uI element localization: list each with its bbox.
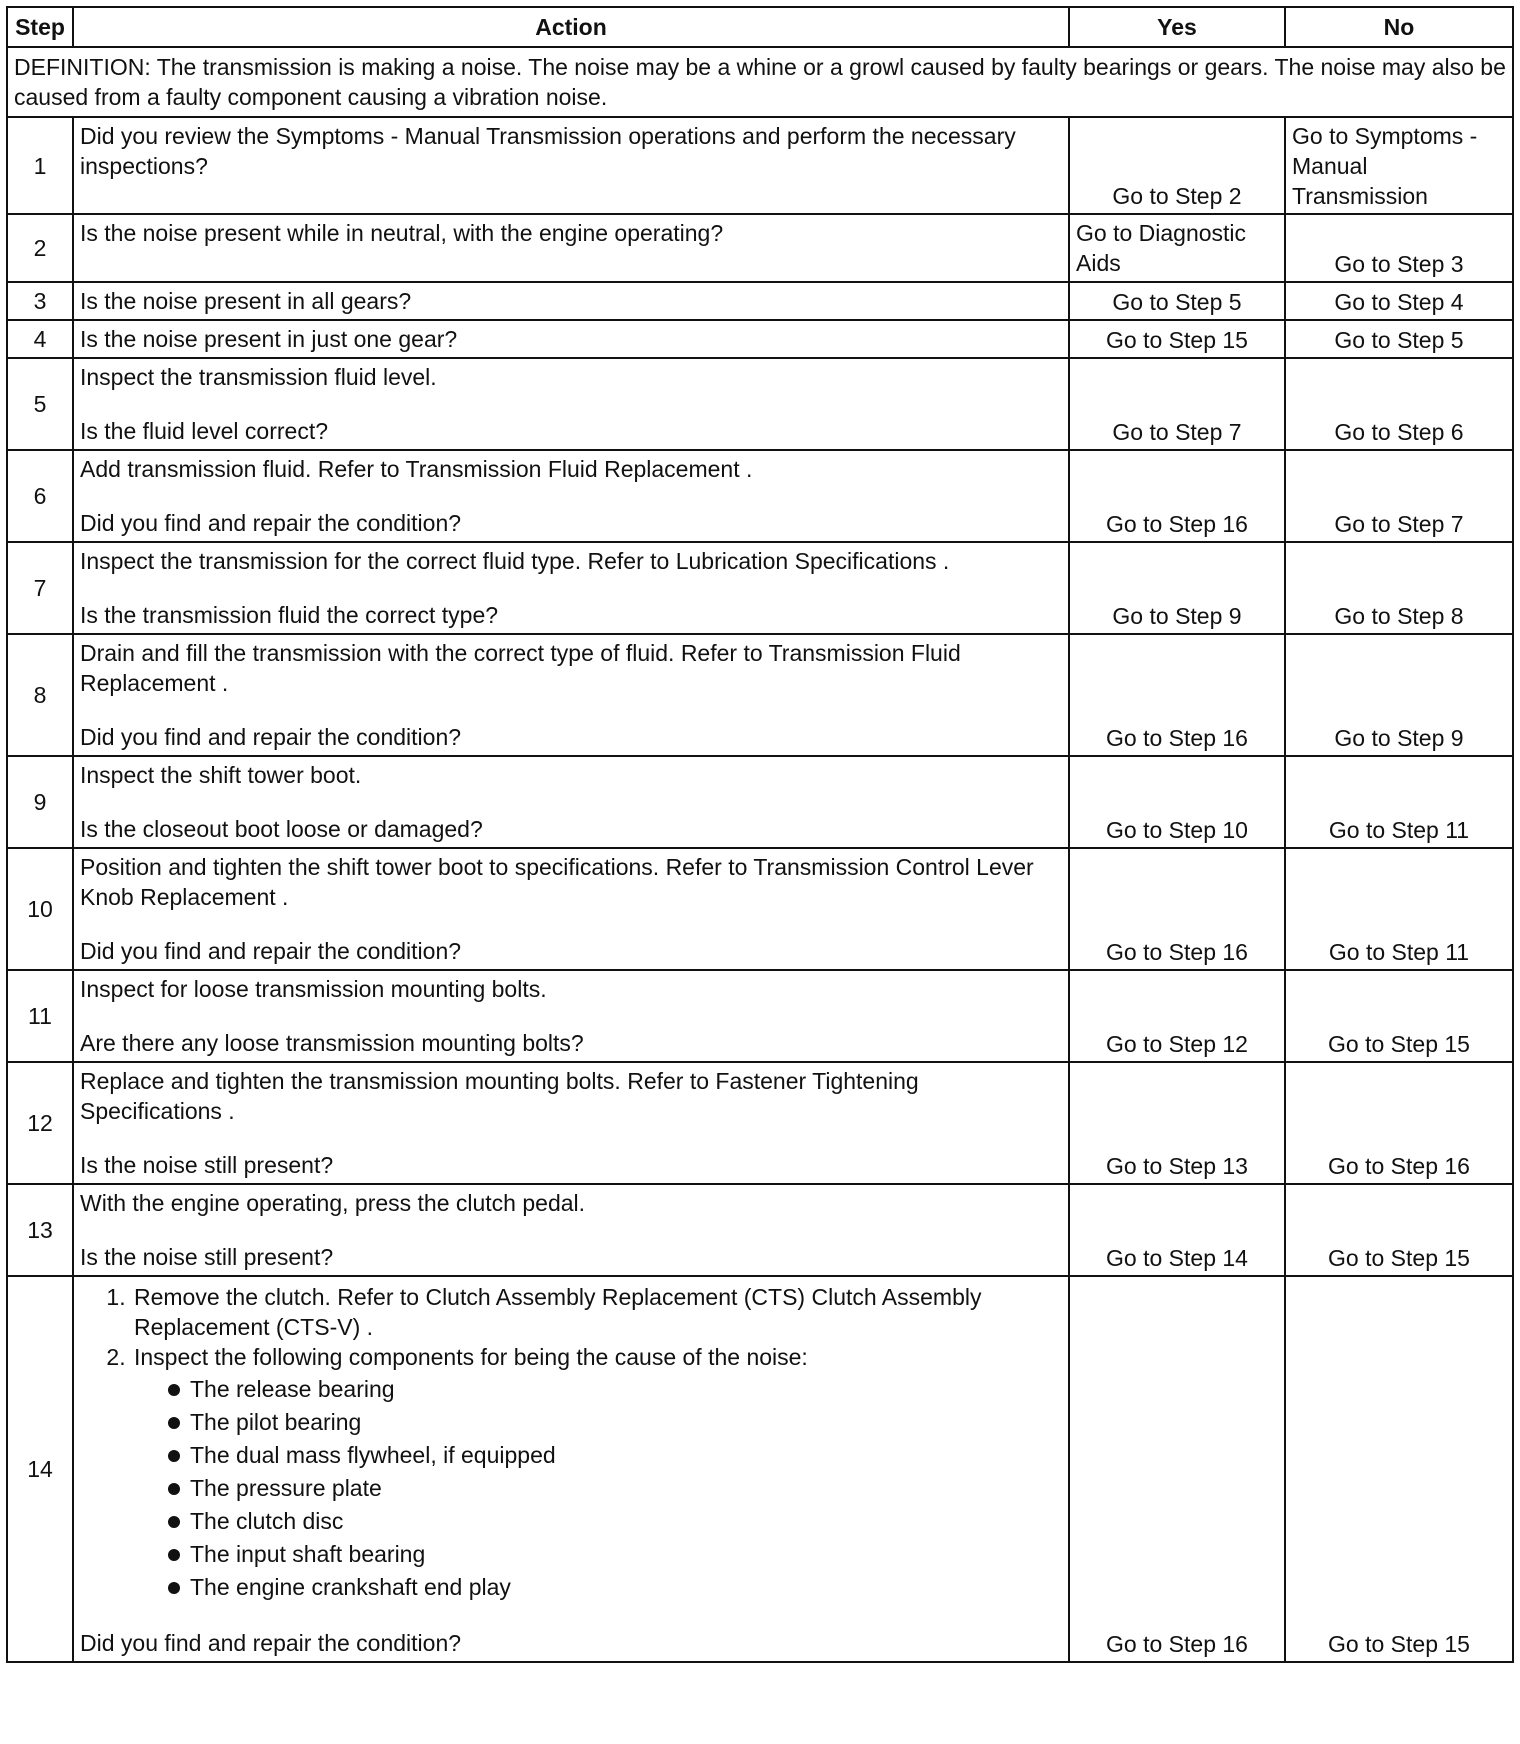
question-text: Are there any loose transmission mounting bolts?: [80, 1030, 584, 1056]
yes-cell: Go to Step 5: [1069, 282, 1285, 320]
no-cell: Go to Step 3: [1285, 214, 1513, 282]
step-number: 6: [7, 450, 73, 542]
instruction-text: Drain and fill the transmission with the correct type of fluid. Refer to Transmission Fluid Replacement .: [80, 640, 961, 696]
table-row: [7, 970, 1513, 1062]
instruction-text: Position and tighten the shift tower boot to specifications. Refer to Transmission Control Lever Knob Replacement .: [80, 854, 1034, 910]
instruction-text: Add transmission fluid. Refer to Transmission Fluid Replacement .: [80, 456, 753, 482]
action-cell: [73, 970, 1069, 1062]
action-text: Is the noise present while in neutral, with the engine operating?: [73, 214, 1069, 282]
yes-cell: Go to Step 9: [1069, 542, 1285, 634]
step-number: 5: [7, 358, 73, 450]
table-row: [7, 117, 1513, 214]
question-text: Is the fluid level correct?: [80, 418, 329, 444]
yes-cell: Go to Step 14: [1069, 1184, 1285, 1276]
yes-cell: Go to Step 12: [1069, 970, 1285, 1062]
substep-list: [80, 1282, 1062, 1604]
action-text: Is the noise present in all gears?: [73, 282, 1069, 320]
action-cell: [73, 1062, 1069, 1184]
question-text: Is the transmission fluid the correct type?: [80, 602, 499, 628]
question-text: Is the closeout boot loose or damaged?: [80, 816, 483, 842]
no-cell: Go to Step 5: [1285, 320, 1513, 358]
no-cell: Go to Step 16: [1285, 1062, 1513, 1184]
table-row: [7, 848, 1513, 970]
question-text: Did you find and repair the condition?: [80, 1630, 462, 1656]
header-row: [7, 7, 1513, 47]
yes-cell: Go to Step 15: [1069, 320, 1285, 358]
definition-row: [7, 47, 1513, 117]
table-row: [7, 542, 1513, 634]
yes-cell: Go to Step 7: [1069, 358, 1285, 450]
action-cell: [73, 1276, 1069, 1662]
table-row: [7, 214, 1513, 282]
yes-cell: Go to Step 16: [1069, 450, 1285, 542]
list-item: The clutch disc: [168, 1505, 1062, 1538]
action-cell: [73, 450, 1069, 542]
no-cell: Go to Step 6: [1285, 358, 1513, 450]
component-list: [134, 1373, 1062, 1604]
step-number: 8: [7, 634, 73, 756]
instruction-text: Replace and tighten the transmission mounting bolts. Refer to Fastener Tightening Specifications .: [80, 1068, 919, 1124]
header-no: No: [1285, 7, 1513, 47]
table-row: [7, 634, 1513, 756]
yes-cell: Go to Step 16: [1069, 1276, 1285, 1662]
action-cell: [73, 1184, 1069, 1276]
step-number: 11: [7, 970, 73, 1062]
step-number: 9: [7, 756, 73, 848]
yes-cell: Go to Step 16: [1069, 848, 1285, 970]
no-cell: Go to Step 4: [1285, 282, 1513, 320]
question-text: Did you find and repair the condition?: [80, 938, 462, 964]
question-text: Did you find and repair the condition?: [80, 510, 462, 536]
step-number: 13: [7, 1184, 73, 1276]
no-cell: Go to Step 15: [1285, 1276, 1513, 1662]
yes-cell: Go to Step 10: [1069, 756, 1285, 848]
no-cell: Go to Symptoms - Manual Transmission: [1285, 117, 1513, 214]
step-number: 3: [7, 282, 73, 320]
substep-text: Inspect the following components for being the cause of the noise:: [134, 1344, 808, 1370]
action-cell: [73, 848, 1069, 970]
list-item: The dual mass flywheel, if equipped: [168, 1439, 1062, 1472]
yes-cell: Go to Step 13: [1069, 1062, 1285, 1184]
action-cell: [73, 756, 1069, 848]
table-row: [7, 1276, 1513, 1662]
instruction-text: Inspect the shift tower boot.: [80, 762, 362, 788]
table-row: [7, 358, 1513, 450]
action-text: Did you review the Symptoms - Manual Transmission operations and perform the necessary inspections?: [73, 117, 1069, 214]
no-cell: Go to Step 9: [1285, 634, 1513, 756]
instruction-text: Inspect the transmission fluid level.: [80, 364, 437, 390]
substep-item: 1. Remove the clutch. Refer to Clutch Assembly Replacement (CTS) Clutch Assembly Replacement (CTS-V) .: [132, 1282, 1062, 1342]
no-cell: Go to Step 11: [1285, 848, 1513, 970]
step-number: 10: [7, 848, 73, 970]
table-row: [7, 756, 1513, 848]
no-cell: Go to Step 15: [1285, 970, 1513, 1062]
yes-cell: Go to Step 16: [1069, 634, 1285, 756]
header-step: Step: [7, 7, 73, 47]
step-number: 4: [7, 320, 73, 358]
list-item: The pressure plate: [168, 1472, 1062, 1505]
action-text: Is the noise present in just one gear?: [73, 320, 1069, 358]
list-item: The input shaft bearing: [168, 1538, 1062, 1571]
list-item: The engine crankshaft end play: [168, 1571, 1062, 1604]
substep-item: [132, 1342, 1062, 1604]
no-cell: Go to Step 7: [1285, 450, 1513, 542]
yes-cell: Go to Step 2: [1069, 117, 1285, 214]
step-number: 14: [7, 1276, 73, 1662]
table-row: [7, 1184, 1513, 1276]
step-number: 1: [7, 117, 73, 214]
step-number: 12: [7, 1062, 73, 1184]
header-action: Action: [73, 7, 1069, 47]
definition-text: DEFINITION: The transmission is making a noise. The noise may be a whine or a growl caused by faulty bearings or gears. The noise may also be caused from a faulty component causing a vibration noise.: [7, 47, 1513, 117]
question-text: Did you find and repair the condition?: [80, 724, 462, 750]
instruction-text: With the engine operating, press the clutch pedal.: [80, 1190, 586, 1216]
question-text: Is the noise still present?: [80, 1152, 334, 1178]
no-cell: Go to Step 15: [1285, 1184, 1513, 1276]
yes-cell: Go to Diagnostic Aids: [1069, 214, 1285, 282]
table-row: [7, 282, 1513, 320]
no-cell: Go to Step 8: [1285, 542, 1513, 634]
no-cell: Go to Step 11: [1285, 756, 1513, 848]
list-item: The release bearing: [168, 1373, 1062, 1406]
list-item: The pilot bearing: [168, 1406, 1062, 1439]
table-row: [7, 1062, 1513, 1184]
question-text: Is the noise still present?: [80, 1244, 334, 1270]
step-number: 7: [7, 542, 73, 634]
action-cell: [73, 542, 1069, 634]
action-cell: [73, 358, 1069, 450]
diagnostic-table: [6, 6, 1514, 1663]
header-yes: Yes: [1069, 7, 1285, 47]
step-number: 2: [7, 214, 73, 282]
instruction-text: Inspect for loose transmission mounting bolts.: [80, 976, 547, 1002]
table-row: [7, 450, 1513, 542]
table-row: [7, 320, 1513, 358]
action-cell: [73, 634, 1069, 756]
instruction-text: Inspect the transmission for the correct fluid type. Refer to Lubrication Specifications .: [80, 548, 950, 574]
